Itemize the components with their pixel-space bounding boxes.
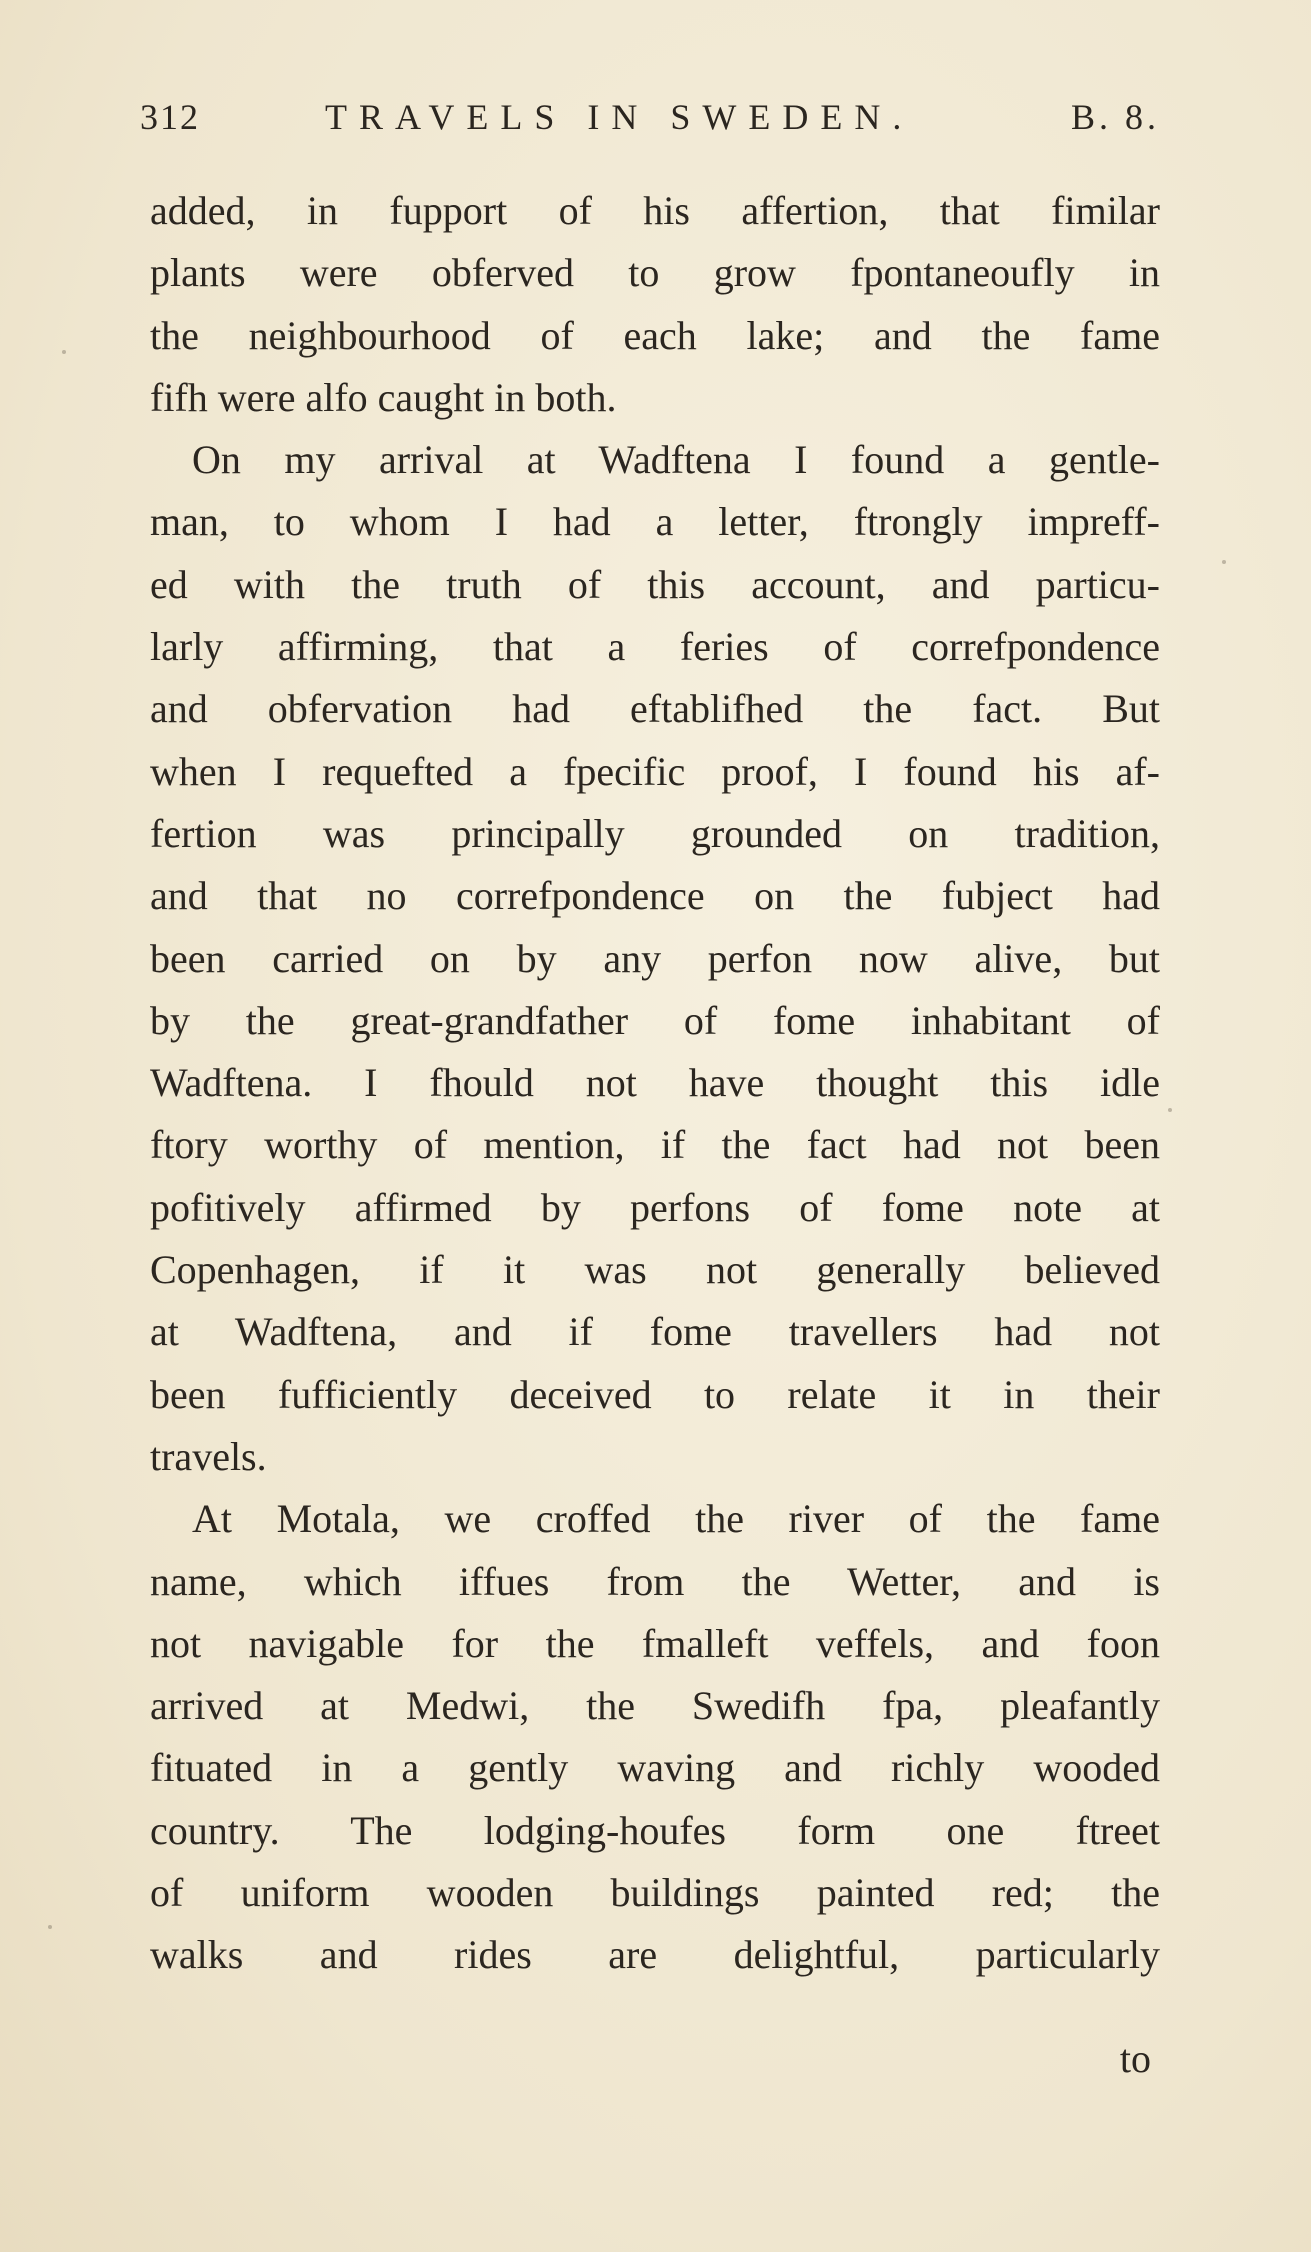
text-line: by the great-grandfather of fome inhabitant of xyxy=(150,997,1160,1043)
text-line: when I requefted a fpecific proof, I found his af- xyxy=(150,748,1160,794)
paper-speck xyxy=(1222,560,1226,564)
text-line: fifh were alfo caught in both. xyxy=(150,374,617,420)
text-line: On my arrival at Wadftena I found a gentle- xyxy=(192,437,1160,483)
text-line: added, in fupport of his affertion, that fimilar xyxy=(150,188,1160,233)
text-line: Copenhagen, if it was not generally believed xyxy=(150,1247,1160,1293)
text-line: man, to whom I had a letter, ftrongly impreff- xyxy=(150,499,1160,545)
body-text xyxy=(150,180,1160,1987)
book-number: B. 8. xyxy=(1070,97,1160,137)
paper-speck xyxy=(62,350,66,354)
text-line: been fufficiently deceived to relate it in their xyxy=(150,1371,1160,1417)
catchword: to xyxy=(1119,2036,1151,2081)
text-line: travels. xyxy=(150,1433,267,1479)
text-line: and obfervation had eftablifhed the fact. But xyxy=(150,686,1160,732)
page-number: 312 xyxy=(140,97,200,137)
text-line: larly affirming, that a feries of correfpondence xyxy=(150,624,1160,670)
text-line: country. The lodging-houfes form one ftreet xyxy=(150,1807,1160,1853)
paper-speck xyxy=(1168,1108,1172,1112)
text-line: plants were obferved to grow fpontaneoufly in xyxy=(150,250,1160,296)
text-line: pofitively affirmed by perfons of fome note at xyxy=(150,1184,1160,1230)
text-line: name, which iffues from the Wetter, and is xyxy=(150,1558,1160,1604)
text-line: been carried on by any perfon now alive, but xyxy=(150,935,1160,981)
text-line: ftory worthy of mention, if the fact had not been xyxy=(150,1122,1160,1168)
text-line: of uniform wooden buildings painted red; the xyxy=(150,1870,1160,1916)
running-title: TRAVELS IN SWEDEN. xyxy=(325,97,914,137)
running-header xyxy=(140,96,1160,156)
paper-speck xyxy=(48,1925,52,1929)
text-line: fertion was principally grounded on tradition, xyxy=(150,810,1160,856)
text-line: arrived at Medwi, the Swedifh fpa, pleafantly xyxy=(150,1683,1160,1729)
text-line: ed with the truth of this account, and particu- xyxy=(150,561,1160,607)
text-line: not navigable for the fmalleft veffels, and foon xyxy=(150,1620,1160,1666)
text-line: Wadftena. I fhould not have thought this idle xyxy=(150,1060,1160,1106)
text-line: walks and rides are delightful, particularly xyxy=(150,1932,1160,1978)
text-line: at Wadftena, and if fome travellers had not xyxy=(150,1309,1160,1355)
text-line: and that no correfpondence on the fubject had xyxy=(150,873,1160,919)
text-line: the neighbourhood of each lake; and the fame xyxy=(150,312,1160,358)
text-line: fituated in a gently waving and richly wooded xyxy=(150,1745,1160,1791)
text-line: At Motala, we croffed the river of the fame xyxy=(192,1496,1160,1542)
